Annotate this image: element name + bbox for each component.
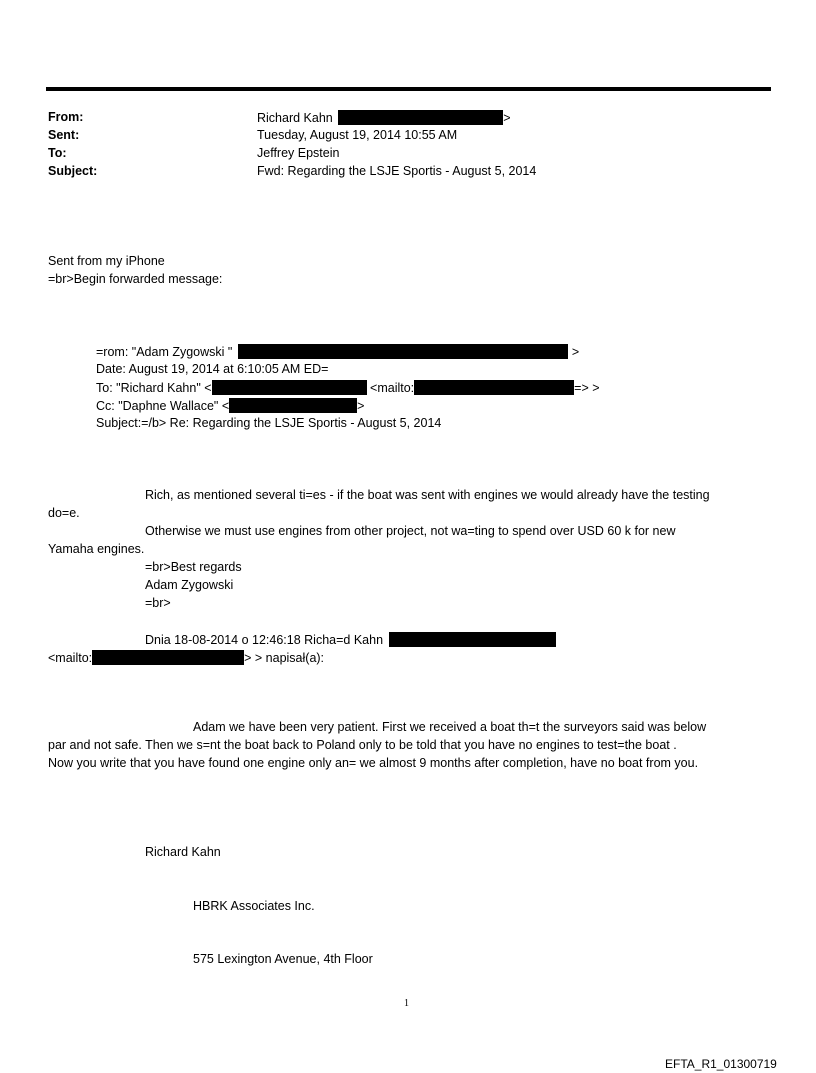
quoted-line-2: par and not safe. Then we s=nt the boat back to Poland only to be told that you have no engines to test=the boat . <box>48 738 677 752</box>
fwd-from <box>96 344 579 360</box>
fwd-cc <box>96 398 364 414</box>
page-number: 1 <box>404 998 409 1009</box>
quote-intro <box>145 632 556 648</box>
quoted-line-1: Adam we have been very patient. First we received a boat th=t the surveyors said was below <box>193 720 707 734</box>
reply-p1-line-1: Rich, as mentioned several ti=es - if the boat was sent with engines we would already have the testing <box>145 488 710 502</box>
quote-tail: > > napisał(a): <box>244 651 325 665</box>
from-value <box>257 110 511 126</box>
fwd-from-tail: > <box>571 345 580 359</box>
fwd-date: Date: August 19, 2014 at 6:10:05 AM ED= <box>96 362 329 376</box>
fwd-to-prefix: To: "Richard Kahn" < <box>96 381 212 395</box>
signature-name: Richard Kahn <box>145 845 221 859</box>
fwd-subject: Subject:=/b> Re: Regarding the LSJE Sportis - August 5, 2014 <box>96 416 442 430</box>
redaction-block <box>338 110 503 125</box>
redaction-block <box>92 650 244 665</box>
quote-mailto-text: <mailto: <box>48 651 93 665</box>
body-line-1: Sent from my iPhone <box>48 254 165 268</box>
from-label: From: <box>48 110 84 124</box>
footer-id: EFTA_R1_01300719 <box>665 1057 777 1071</box>
quote-mailto <box>48 650 324 666</box>
redaction-block <box>414 380 574 395</box>
reply-signoff-2: Adam Zygowski <box>145 578 234 592</box>
redaction-block <box>212 380 367 395</box>
reply-p1-line-2: do=e. <box>48 506 80 520</box>
signature-address: 575 Lexington Avenue, 4th Floor <box>193 952 373 966</box>
reply-p2-line-2: Yamaha engines. <box>48 542 145 556</box>
to-value: Jeffrey Epstein <box>257 146 340 160</box>
redaction-block <box>389 632 556 647</box>
reply-signoff-1: =br>Best regards <box>145 560 242 574</box>
subject-value: Fwd: Regarding the LSJE Sportis - August 5, 2014 <box>257 164 537 178</box>
redaction-block <box>229 398 357 413</box>
fwd-from-prefix: =rom: "Adam Zygowski " <box>96 345 233 359</box>
body-line-2: =br>Begin forwarded message: <box>48 272 223 286</box>
fwd-to-tail: => > <box>574 381 600 395</box>
fwd-cc-prefix: Cc: "Daphne Wallace" < <box>96 399 230 413</box>
subject-label: Subject: <box>48 164 98 178</box>
redaction-block <box>238 344 568 359</box>
fwd-to <box>96 380 600 396</box>
sent-label: Sent: <box>48 128 80 142</box>
reply-p2-line-1: Otherwise we must use engines from other project, not wa=ting to spend over USD 60 k for new <box>145 524 676 538</box>
fwd-to-mailto: <mailto: <box>370 381 415 395</box>
fwd-cc-tail: > <box>357 399 365 413</box>
sent-value: Tuesday, August 19, 2014 10:55 AM <box>257 128 458 142</box>
signature-company: HBRK Associates Inc. <box>193 899 315 913</box>
header-rule <box>46 87 771 91</box>
from-tail: > <box>503 111 511 125</box>
quote-intro-text: Dnia 18-08-2014 o 12:46:18 Richa=d Kahn <box>145 633 384 647</box>
quoted-line-3: Now you write that you have found one engine only an= we almost 9 months after completion, have no boat from you. <box>48 756 699 770</box>
from-name: Richard Kahn <box>257 111 333 125</box>
to-label: To: <box>48 146 67 160</box>
reply-signoff-3: =br> <box>145 596 171 610</box>
